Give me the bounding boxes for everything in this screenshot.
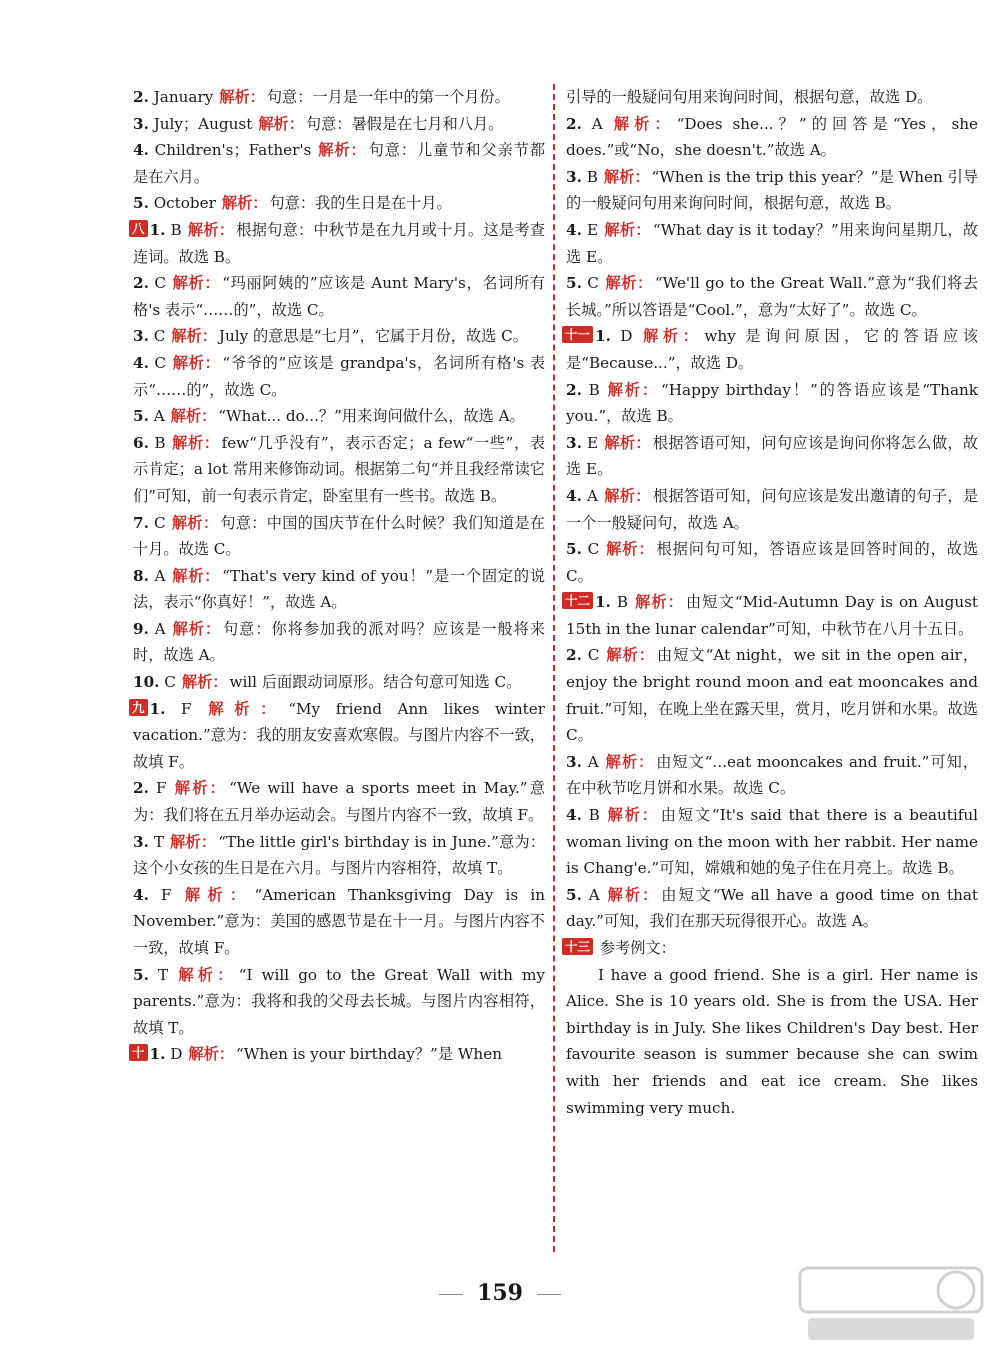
- answer-entry: [133, 190, 545, 217]
- question-number: 8.: [133, 566, 149, 585]
- section-marker: 九: [129, 699, 148, 716]
- analysis-text: “When is the trip this year？”是 When 引导的一般疑问句用来询问时间，根据句意，故选 B。: [566, 167, 979, 213]
- question-number: 1.: [149, 699, 166, 718]
- page-number-dash: [439, 1294, 463, 1295]
- answer-key: July；August: [153, 114, 253, 133]
- answer-key: Children's；Father's: [154, 141, 312, 160]
- question-number: 5.: [566, 540, 582, 559]
- analysis-text: 根据问句可知，答语应该是回答时间的，故选 C。: [566, 540, 979, 585]
- analysis-text: 由短文“At night，we sit in the open air，enjoy the bright round moon and eat mooncakes and fruit.”可知，在晚上坐在露天里，赏月，吃月饼和水果。故选 C。: [566, 646, 979, 745]
- question-number: 5.: [566, 274, 582, 293]
- answer-key: F: [155, 779, 167, 798]
- sample-essay: I have a good friend. She is a girl. Her name is Alice. She is 10 years old. She is from the USA. Her birthday is in July. She likes Children's Day best. Her favourite season is summer because she can swim with her friends and eat ice cream. She likes swimming very much.: [566, 965, 978, 1117]
- analysis-text: “That's very kind of you！”是一个固定的说法，表示“你真好！”，故选 A。: [133, 566, 546, 612]
- analysis-text: will 后面跟动词原形。结合句意可知选 C。: [229, 673, 522, 692]
- answer-entry: [133, 510, 545, 563]
- page-number: 159: [477, 1280, 523, 1306]
- answer-key: C: [587, 540, 600, 559]
- analysis-label: 解析：: [605, 540, 655, 559]
- answer-entry: [566, 882, 978, 935]
- analysis-label: 解析：: [604, 220, 651, 239]
- analysis-label: 解析：: [174, 965, 237, 984]
- answer-entry: [133, 962, 545, 1042]
- question-number: 4.: [566, 220, 582, 239]
- answer-entry: [133, 137, 545, 190]
- question-number: 1.: [595, 593, 611, 612]
- analysis-text: 由短文“It's said that there is a beautiful woman living on the moon with her rabbit. Her name is Chang'e.”可知，嫦娥和她的兔子住在月亮上。故选 B。: [566, 806, 978, 878]
- analysis-text: 句意：一月是一年中的第一个月份。: [266, 88, 510, 106]
- answer-entry: [566, 84, 978, 111]
- answer-entry: [133, 430, 545, 510]
- analysis-label: 解析：: [605, 885, 660, 904]
- answer-key: D: [620, 327, 633, 346]
- answer-entry: [133, 696, 545, 776]
- question-number: 5.: [133, 965, 149, 984]
- answer-key: October: [153, 194, 216, 213]
- section-marker: 八: [129, 220, 148, 237]
- question-number: 4.: [133, 141, 149, 160]
- answer-key: A: [587, 486, 598, 505]
- answer-key: F: [161, 885, 172, 904]
- analysis-label: 解析：: [605, 380, 660, 399]
- page-number-dash: [537, 1294, 561, 1295]
- analysis-label: 解析：: [219, 88, 265, 106]
- analysis-label: 解析：: [171, 433, 220, 452]
- answer-entry: [566, 164, 978, 217]
- answer-entry: [133, 111, 545, 138]
- answer-entry: [566, 802, 978, 882]
- essay-heading-row: [566, 935, 978, 962]
- section-marker: 十: [129, 1044, 148, 1061]
- answer-key: E: [586, 220, 599, 239]
- analysis-label: 解析：: [603, 167, 650, 186]
- analysis-text: 由短文“...eat mooncakes and fruit.”可知，在中秋节吃月饼和水果。故选 C。: [566, 752, 978, 798]
- answer-key: A: [587, 752, 599, 771]
- question-number: 3.: [133, 114, 149, 133]
- question-number: 4.: [133, 353, 149, 372]
- question-number: 3.: [566, 433, 582, 452]
- answer-entry: [566, 377, 978, 430]
- analysis-text: 根据句意：中秋节是在九月或十月。这是考查连词。故选 B。: [133, 220, 546, 266]
- answer-entry: [133, 882, 545, 962]
- answer-key: B: [616, 593, 628, 612]
- answer-entry: [133, 563, 545, 616]
- analysis-label: 解析：: [170, 832, 217, 851]
- answer-key: A: [591, 114, 603, 133]
- answer-entry: [133, 84, 545, 111]
- answer-key: B: [170, 220, 182, 239]
- analysis-text: “When is your birthday？”是 When: [235, 1045, 502, 1064]
- answer-entry: [133, 669, 545, 696]
- answer-key: T: [157, 965, 169, 984]
- answer-entry: [566, 589, 978, 642]
- analysis-label: 解析：: [172, 353, 221, 372]
- watermark-logo: [796, 1262, 986, 1346]
- answer-key: A: [154, 566, 166, 585]
- analysis-label: 解析：: [177, 885, 253, 904]
- answer-key: C: [154, 353, 167, 372]
- answer-entry: [566, 270, 978, 323]
- answer-entry: [566, 642, 978, 748]
- analysis-label: 解析：: [605, 806, 659, 825]
- question-number: 2.: [566, 380, 582, 399]
- question-number: 1.: [149, 1045, 166, 1064]
- answer-key: C: [154, 274, 166, 293]
- analysis-text: “My friend Ann likes winter vacation.”意为：我的朋友安喜欢寒假。与图片内容不一致，故填 F。: [133, 699, 545, 771]
- analysis-label: 解析：: [608, 114, 675, 133]
- question-number: 4.: [566, 486, 582, 505]
- answer-key: A: [154, 619, 166, 638]
- answer-entry: [133, 829, 545, 882]
- analysis-text: July 的意思是“七月”，它属于月份，故选 C。: [218, 327, 528, 346]
- question-number: 4.: [566, 806, 582, 825]
- section-marker: 十一: [562, 326, 593, 343]
- question-number: 4.: [133, 885, 149, 904]
- analysis-label: 解析：: [258, 114, 304, 133]
- question-number: 2.: [133, 274, 149, 293]
- analysis-text: “We'll go to the Great Wall.”意为“我们将去长城。”所以答语是“Cool.”，意为“太好了”。故选 C。: [566, 274, 979, 319]
- question-number: 1.: [149, 220, 166, 239]
- analysis-label: 解析：: [172, 779, 228, 798]
- answer-key: A: [153, 407, 165, 426]
- analysis-label: 解析：: [171, 619, 222, 638]
- analysis-label: 解析：: [605, 646, 655, 665]
- answer-key: D: [170, 1045, 183, 1064]
- analysis-label: 解析：: [603, 486, 651, 505]
- analysis-label: 解析：: [633, 593, 684, 612]
- analysis-label: 解析：: [187, 220, 235, 239]
- answer-entry: [566, 430, 978, 483]
- analysis-label: 解析：: [197, 699, 287, 718]
- section-marker: 十三: [562, 938, 593, 955]
- question-number: 1.: [595, 327, 611, 346]
- question-number: 2.: [133, 88, 149, 106]
- analysis-label: 解析：: [171, 566, 221, 585]
- analysis-label: 解析：: [638, 327, 703, 346]
- answer-entry: [133, 1041, 545, 1068]
- analysis-text: “American Thanksgiving Day is in November.”意为：美国的感恩节是在十一月。与图片内容不一致，故填 F。: [133, 885, 546, 957]
- question-number: 2.: [566, 114, 582, 133]
- analysis-label: 解析：: [604, 752, 655, 771]
- answer-entry: [133, 350, 545, 403]
- analysis-text: “The little girl's birthday is in June.”意为：这个小女孩的生日是在六月。与图片内容相符，故填 T。: [133, 832, 546, 878]
- answer-entry: [566, 217, 978, 270]
- question-number: 3.: [566, 752, 582, 771]
- answer-entry: [133, 403, 545, 430]
- analysis-text: “I will go to the Great Wall with my parents.”意为：我将和我的父母去长城。与图片内容相符，故填 T。: [133, 965, 546, 1037]
- analysis-label: 解析：: [181, 673, 228, 692]
- analysis-text: 句意：儿童节和父亲节都是在六月。: [133, 141, 546, 186]
- question-number: 2.: [566, 646, 582, 665]
- answer-entry: [566, 323, 978, 376]
- question-number: 7.: [133, 513, 149, 532]
- analysis-label: 解析：: [604, 274, 653, 293]
- analysis-text: “玛丽阿姨的”应该是 Aunt Mary's，名词所有格's 表示“……的”，故选 C。: [133, 274, 546, 319]
- answer-key: C: [587, 274, 599, 293]
- left-answer-column: [133, 84, 545, 1068]
- question-number: 3.: [566, 167, 582, 186]
- question-number: 5.: [133, 194, 149, 213]
- analysis-text: 根据答语可知，问句应该是发出邀请的句子，是一个一般疑问句，故选 A。: [566, 486, 979, 532]
- answer-entry: [566, 536, 978, 589]
- analysis-label: 解析：: [317, 141, 367, 160]
- analysis-text: “爷爷的”应该是 grandpa's，名词所有格's 表示“……的”，故选 C。: [133, 353, 546, 399]
- question-number: 6.: [133, 433, 149, 452]
- answer-key: T: [153, 832, 164, 851]
- question-number: 5.: [133, 407, 149, 426]
- answer-key: F: [180, 699, 192, 718]
- analysis-label: 解析：: [170, 407, 217, 426]
- section-marker: 十二: [562, 592, 593, 609]
- analysis-label: 解析：: [171, 513, 219, 532]
- analysis-text: “We will have a sports meet in May.”意为：我们将在五月举办运动会。与图片内容不一致，故填 F。: [133, 779, 546, 825]
- answer-entry: [566, 111, 978, 164]
- answer-key: B: [586, 167, 598, 186]
- analysis-text: 句意：暑假是在七月和八月。: [305, 114, 504, 133]
- analysis-text: “What day is it today？”用来询问星期几，故选 E。: [566, 220, 979, 266]
- right-entries: [566, 84, 978, 935]
- answer-entry: [133, 323, 545, 350]
- answer-key: C: [153, 513, 166, 532]
- analysis-text: 句意：我的生日是在十月。: [269, 194, 452, 213]
- analysis-label: 解析：: [221, 194, 268, 213]
- question-number: 10.: [133, 673, 160, 692]
- analysis-text: “Happy birthday！”的答语应该是“Thank you.”，故选 B。: [566, 380, 979, 426]
- analysis-label: 解析：: [171, 327, 217, 346]
- answer-key: E: [587, 433, 599, 452]
- analysis-label: 解析：: [604, 433, 651, 452]
- answer-key: C: [587, 646, 600, 665]
- analysis-text: why 是询问原因，它的答语应该是“Because...”，故选 D。: [566, 327, 978, 372]
- right-answer-column: [566, 84, 978, 1121]
- analysis-text: “What... do...？”用来询问做什么，故选 A。: [218, 407, 525, 426]
- answer-key: B: [588, 380, 600, 399]
- question-number: 3.: [133, 327, 149, 346]
- answer-entry: [133, 775, 545, 828]
- analysis-label: 解析：: [188, 1045, 234, 1064]
- answer-entry: [133, 217, 545, 270]
- answer-key: B: [588, 806, 600, 825]
- analysis-text: few“几乎没有”，表示否定；a few“一些”，表示肯定；a lot 常用来修饰动词。根据第二句“并且我经常读它们”可知，前一句表示肯定，卧室里有一些书。故选 B。: [133, 433, 546, 505]
- analysis-text: 句意：中国的国庆节在什么时候？我们知道是在十月。故选 C。: [133, 513, 546, 559]
- answer-entry: [566, 749, 978, 802]
- question-number: 5.: [566, 885, 582, 904]
- analysis-text: 根据答语可知，问句应该是询问你将怎么做，故选 E。: [566, 433, 979, 479]
- column-divider: [553, 84, 555, 1252]
- question-number: 2.: [133, 779, 149, 798]
- answer-key: C: [164, 673, 176, 692]
- answer-key: A: [588, 885, 600, 904]
- answer-entry: [133, 270, 545, 323]
- analysis-text: 句意：你将参加我的派对吗？应该是一般将来时，故选 A。: [133, 619, 546, 665]
- analysis-text: 由短文“Mid-Autumn Day is on August 15th in the lunar calendar”可知，中秋节在八月十五日。: [566, 593, 978, 638]
- answer-entry: [566, 483, 978, 536]
- answer-key: C: [153, 327, 166, 346]
- answer-key: B: [154, 433, 166, 452]
- answer-entry: [133, 616, 545, 669]
- analysis-text: “Does she...？”的回答是“Yes，she does.”或“No，she doesn't.”故选 A。: [566, 114, 979, 160]
- question-number: 9.: [133, 619, 149, 638]
- analysis-text: 由短文“We all have a good time on that day.”可知，我们在那天玩得很开心。故选 A。: [566, 885, 979, 931]
- essay-heading: 参考例文：: [599, 939, 676, 957]
- analysis-label: 解析：: [171, 274, 221, 293]
- question-number: 3.: [133, 832, 149, 851]
- analysis-text: 引导的一般疑问句用来询问时间，根据句意，故选 D。: [566, 88, 933, 106]
- answer-key: January: [153, 88, 214, 106]
